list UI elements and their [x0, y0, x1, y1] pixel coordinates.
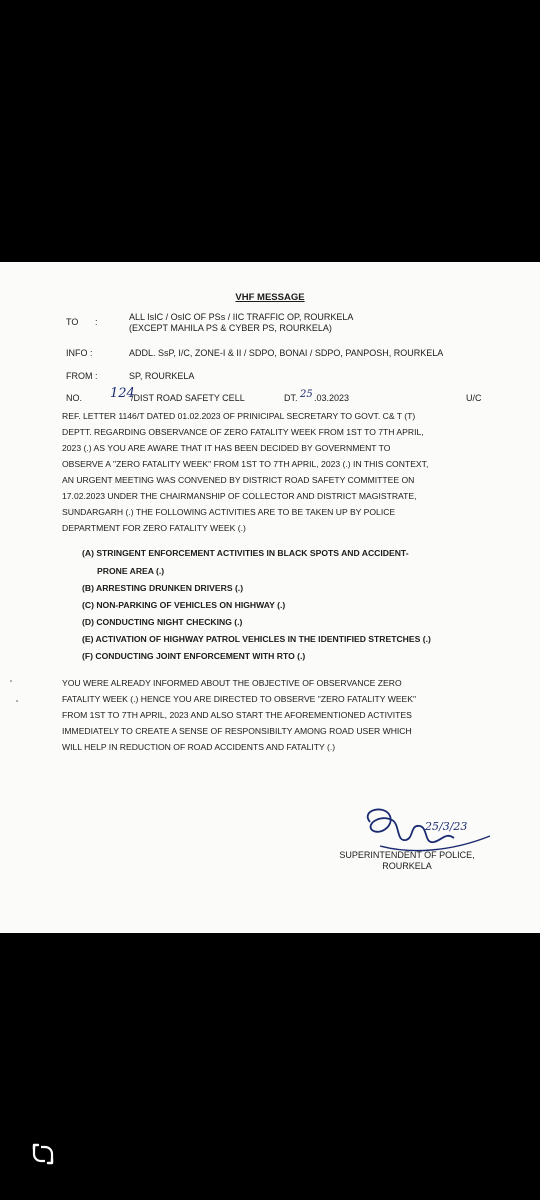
para1-line: REF. LETTER 1146/T DATED 01.02.2023 OF PRINICIPAL SECRETARY TO GOVT. C& T (T): [62, 411, 416, 421]
from-label: FROM :: [66, 371, 98, 381]
no-label: NO.: [66, 393, 83, 403]
info-value: ADDL. SsP, I/C, ZONE-I & II / SDPO, BONAI / SDPO, PANPOSH, ROURKELA: [129, 348, 444, 358]
activity-item: (F) CONDUCTING JOINT ENFORCEMENT WITH RTO (.): [82, 651, 306, 661]
date-handwritten: 25: [300, 389, 313, 400]
rotate-screen-icon[interactable]: [31, 1142, 55, 1166]
reference-number-handwritten: 124: [110, 386, 135, 401]
signature-date-handwritten: 25/3/23: [425, 820, 468, 833]
para1-line: DEPTT. REGARDING OBSERVANCE OF ZERO FATALITY WEEK FROM 1ST TO 7TH APRIL,: [62, 427, 424, 437]
para1-line: AN URGENT MEETING WAS CONVENED BY DISTRICT ROAD SAFETY COMMITTEE ON: [62, 475, 415, 485]
activity-item: (A) STRINGENT ENFORCEMENT ACTIVITIES IN BLACK SPOTS AND ACCIDENT-: [82, 548, 409, 558]
activity-item: (B) ARRESTING DRUNKEN DRIVERS (.): [82, 583, 244, 593]
to-colon: :: [95, 317, 98, 327]
scan-speck: [10, 680, 12, 682]
para1-line: DEPARTMENT FOR ZERO FATALITY WEEK (.): [62, 523, 246, 533]
para1-line: 2023 (.) AS YOU ARE AWARE THAT IT HAS BEEN DECIDED BY GOVERNMENT TO: [62, 443, 391, 453]
para1-line: 17.02.2023 UNDER THE CHAIRMANSHIP OF COLLECTOR AND DISTRICT MAGISTRATE,: [62, 491, 417, 501]
to-line2: (EXCEPT MAHILA PS & CYBER PS, ROURKELA): [129, 323, 332, 333]
para2-line: IMMEDIATELY TO CREATE A SENSE OF RESPONSIBILTY AMONG ROAD USER WHICH: [62, 726, 412, 736]
para2-line: FROM 1ST TO 7TH APRIL, 2023 AND ALSO START THE AFOREMENTIONED ACTIVITES: [62, 710, 412, 720]
para1-line: SUNDARGARH (.) THE FOLLOWING ACTIVITIES ARE TO BE TAKEN UP BY POLICE: [62, 507, 396, 517]
reference-cell: /DIST ROAD SAFETY CELL: [131, 393, 245, 403]
scan-speck: [16, 700, 18, 702]
para2-line: FATALITY WEEK (.) HENCE YOU ARE DIRECTED TO OBSERVE "ZERO FATALITY WEEK": [62, 694, 417, 704]
to-line1: ALL IsIC / OsIC OF PSs / IIC TRAFFIC OP, ROURKELA: [129, 312, 354, 322]
date-suffix: .03.2023: [314, 393, 350, 403]
para2-line: YOU WERE ALREADY INFORMED ABOUT THE OBJECTIVE OF OBSERVANCE ZERO: [62, 678, 402, 688]
from-value: SP, ROURKELA: [129, 371, 195, 381]
under-cover-mark: U/C: [466, 393, 482, 403]
signatory-place: ROURKELA: [382, 861, 432, 871]
signature-block: [322, 850, 492, 872]
signatory-title: SUPERINTENDENT OF POLICE,: [339, 850, 475, 860]
activity-item: (C) NON-PARKING OF VEHICLES ON HIGHWAY (.): [82, 600, 286, 610]
document-page: [0, 262, 540, 933]
activity-item: (E) ACTIVATION OF HIGHWAY PATROL VEHICLES IN THE IDENTIFIED STRETCHES (.): [82, 634, 431, 644]
to-label: TO: [66, 317, 79, 327]
activity-item: PRONE AREA (.): [97, 566, 165, 576]
document-title: VHF MESSAGE: [235, 292, 305, 303]
info-label: INFO :: [66, 348, 93, 358]
para2-line: WILL HELP IN REDUCTION OF ROAD ACCIDENTS AND FATALITY (.): [62, 742, 336, 752]
para1-line: OBSERVE A "ZERO FATALITY WEEK" FROM 1ST TO 7TH APRIL, 2023 (.) IN THIS CONTEXT,: [62, 459, 429, 469]
activity-item: (D) CONDUCTING NIGHT CHECKING (.): [82, 617, 243, 627]
date-prefix: DT.: [284, 393, 298, 403]
